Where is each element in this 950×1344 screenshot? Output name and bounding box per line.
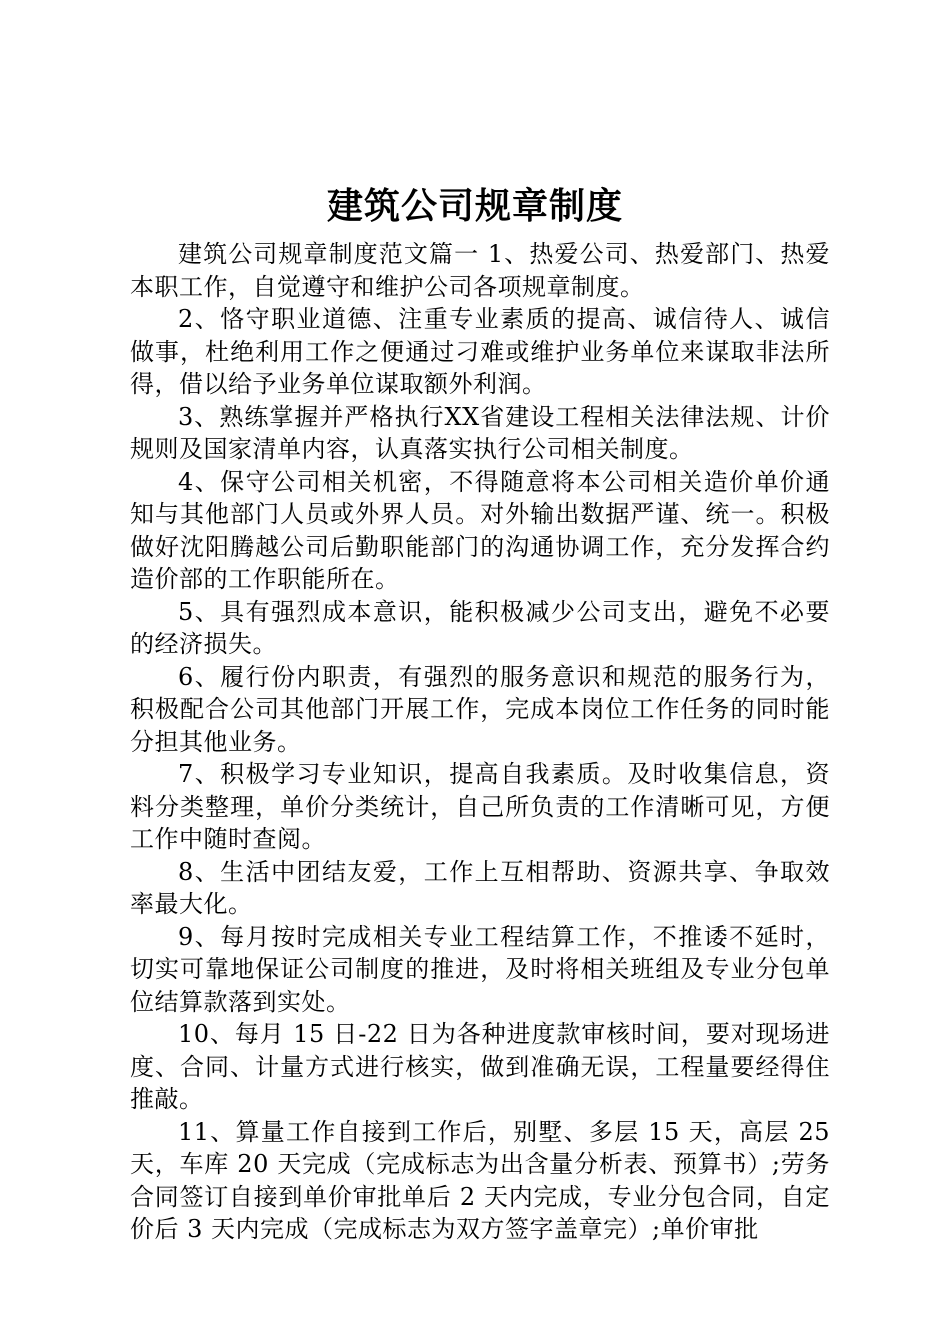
document-body <box>130 238 830 1246</box>
paragraph-4: 4、保守公司相关机密，不得随意将本公司相关造价单价通知与其他部门人员或外界人员。对外输出数据严谨、统一。积极做好沈阳腾越公司后勤职能部门的沟通协调工作，充分发挥合约造价部的工作职能所在。 <box>130 467 830 593</box>
paragraph-9: 9、每月按时完成相关专业工程结算工作，不推诿不延时，切实可靠地保证公司制度的推进，及时将相关班组及专业分包单位结算款落到实处。 <box>130 922 830 1016</box>
paragraph-1: 建筑公司规章制度范文篇一 1、热爱公司、热爱部门、热爱本职工作，自觉遵守和维护公司各项规章制度。 <box>130 240 830 301</box>
paragraph-10: 10、每月 15 日-22 日为各种进度款审核时间，要对现场进度、合同、计量方式进行核实，做到准确无误，工程量要经得住推敲。 <box>130 1020 830 1113</box>
document-title: 建筑公司规章制度 <box>326 186 623 227</box>
paragraph-3: 3、熟练掌握并严格执行XX省建设工程相关法律法规、计价规则及国家清单内容，认真落实执行公司相关制度。 <box>130 402 830 463</box>
paragraph-7: 7、积极学习专业知识，提高自我素质。及时收集信息，资料分类整理，单价分类统计，自己所负责的工作清晰可见，方便工作中随时查阅。 <box>130 760 830 853</box>
paragraph-2: 2、恪守职业道德、注重专业素质的提高、诚信待人、诚信做事，杜绝利用工作之便通过刁难或维护业务单位来谋取非法所得，借以给予业务单位谋取额外利润。 <box>130 305 830 398</box>
paragraph-6: 6、履行份内职责，有强烈的服务意识和规范的服务行为，积极配合公司其他部门开展工作，完成本岗位工作任务的同时能分担其他业务。 <box>130 662 830 756</box>
paragraph-5: 5、具有强烈成本意识，能积极减少公司支出，避免不必要的经济损失。 <box>130 597 830 658</box>
paragraph-8: 8、生活中团结友爱，工作上互相帮助、资源共享、争取效率最大化。 <box>130 857 830 918</box>
paragraph-11: 11、算量工作自接到工作后，别墅、多层 15 天，高层 25 天，车库 20 天完成（完成标志为出含量分析表、预算书）;劳务合同签订自接到单价审批单后 2 天内完成，专业分包合同，自定价后 3 天内完成（完成标志为双方签字盖章完）;单价审批 <box>130 1117 830 1243</box>
